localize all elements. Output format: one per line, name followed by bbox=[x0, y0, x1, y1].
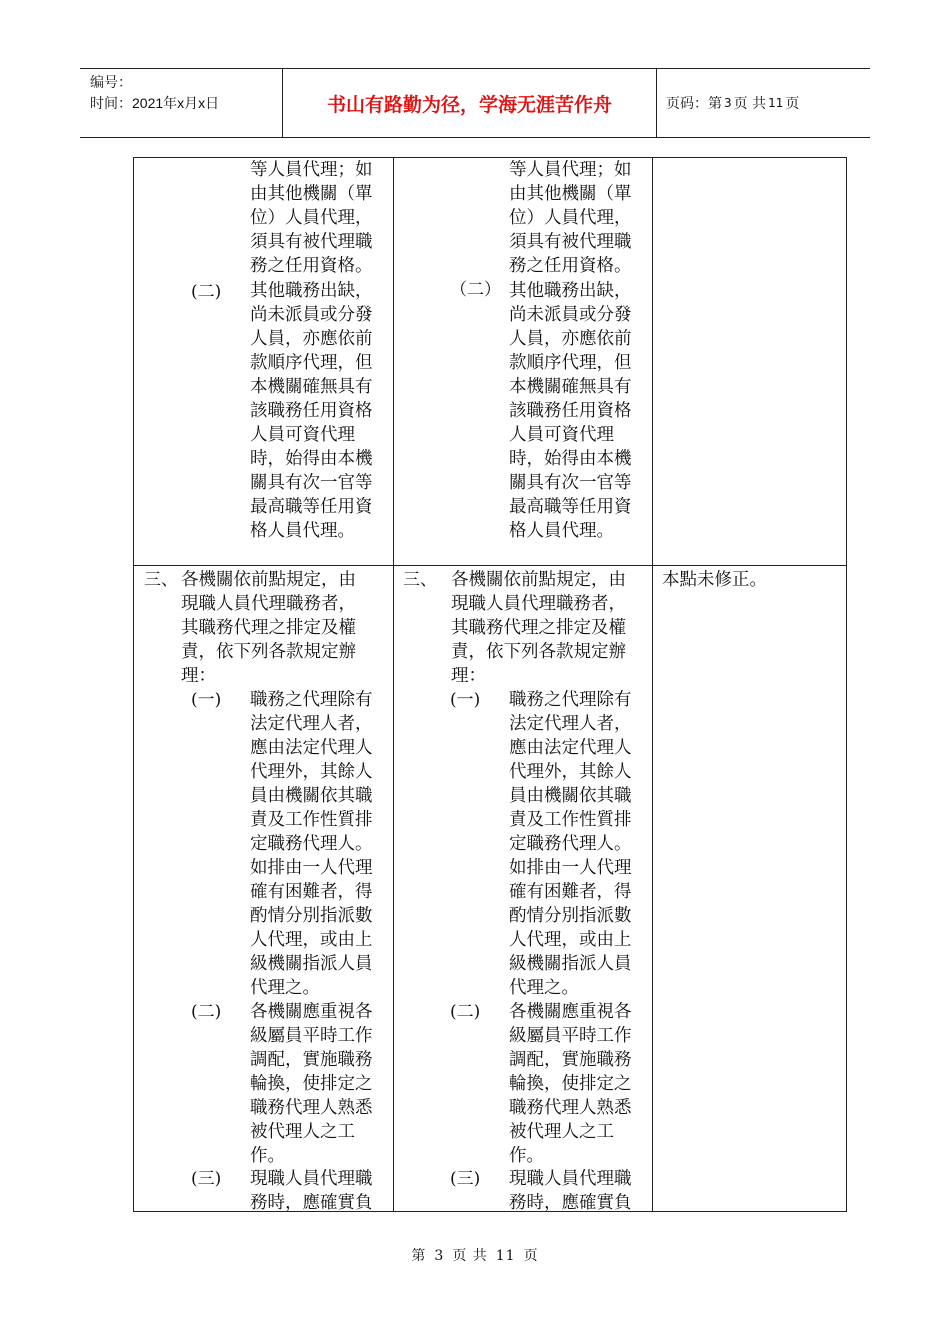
text-line: 其他職務出缺， bbox=[509, 281, 632, 301]
text-line: 其他職務出缺， bbox=[250, 281, 373, 301]
text-line: 確有困難者，得 bbox=[509, 882, 632, 902]
text-line: 款順序代理，但 bbox=[509, 353, 632, 373]
column-divider bbox=[393, 158, 394, 1211]
header-page-suffix: 页 bbox=[785, 96, 800, 112]
text-line: 格人員代理。 bbox=[509, 521, 614, 541]
item-marker: (三) bbox=[191, 1169, 222, 1189]
comparison-table bbox=[133, 157, 847, 1212]
section-marker: 三、 bbox=[144, 570, 178, 590]
text-line: 輪換，使排定之 bbox=[250, 1074, 373, 1094]
text-line: 確有困難者，得 bbox=[250, 882, 373, 902]
text-line: 酌情分別指派數 bbox=[250, 906, 373, 926]
item-marker: (一) bbox=[191, 690, 222, 710]
text-line: 其職務代理之排定及權 bbox=[181, 618, 356, 638]
text-line: 時，始得由本機 bbox=[250, 449, 373, 469]
text-line: 款順序代理，但 bbox=[250, 353, 373, 373]
text-line: 定職務代理人。 bbox=[509, 834, 632, 854]
text-line: 代理之。 bbox=[250, 978, 320, 998]
footer-prefix: 第 bbox=[411, 1248, 427, 1264]
text-line: 現職人員代理職 bbox=[250, 1169, 373, 1189]
text-line: 現職人員代理職務者， bbox=[181, 594, 356, 614]
text-line: 務之任用資格。 bbox=[250, 256, 373, 276]
page-header bbox=[80, 68, 870, 138]
text-line: 最高職等任用資 bbox=[250, 497, 373, 517]
text-line: 各機關應重視各 bbox=[250, 1002, 373, 1022]
header-page-current: 3 bbox=[724, 96, 732, 110]
text-line: 其職務代理之排定及權 bbox=[451, 618, 626, 638]
text-line: 級屬員平時工作 bbox=[509, 1026, 632, 1046]
text-line: 等人員代理；如 bbox=[250, 160, 373, 180]
document-number-label: 编号： bbox=[90, 74, 132, 90]
header-page-total: 11 bbox=[768, 96, 784, 110]
text-line: 作。 bbox=[250, 1146, 285, 1166]
text-line: 本機關確無具有 bbox=[509, 377, 632, 397]
text-line: 代理之。 bbox=[509, 978, 579, 998]
text-line: 調配，實施職務 bbox=[250, 1050, 373, 1070]
text-line: 輪換，使排定之 bbox=[509, 1074, 632, 1094]
text-line: 代理外，其餘人 bbox=[509, 762, 632, 782]
text-line: 位）人員代理， bbox=[250, 208, 373, 228]
text-line: 人員，亦應依前 bbox=[250, 329, 373, 349]
text-line: 定職務代理人。 bbox=[250, 834, 373, 854]
text-line: 位）人員代理， bbox=[509, 208, 632, 228]
text-line: 責，依下列各款規定辦 bbox=[451, 642, 626, 662]
text-line: 人員，亦應依前 bbox=[509, 329, 632, 349]
text-line: 現職人員代理職 bbox=[509, 1169, 632, 1189]
text-line: 被代理人之工 bbox=[250, 1122, 355, 1142]
document-date: 时间：2021年x月x日 bbox=[90, 95, 220, 111]
text-line: 責及工作性質排 bbox=[250, 810, 373, 830]
item-marker: (二) bbox=[191, 1002, 222, 1022]
header-page-middle: 页 共 bbox=[733, 96, 767, 112]
footer-page-total: 11 bbox=[495, 1248, 516, 1264]
section-marker: 三、 bbox=[403, 570, 437, 590]
text-line: 員由機關依其職 bbox=[250, 786, 373, 806]
header-page-indicator bbox=[656, 69, 870, 137]
text-line: 級屬員平時工作 bbox=[250, 1026, 373, 1046]
text-line: 須具有被代理職 bbox=[509, 232, 632, 252]
text-line: 各機關應重視各 bbox=[509, 1002, 632, 1022]
text-line: 時，始得由本機 bbox=[509, 449, 632, 469]
text-line: 調配，實施職務 bbox=[509, 1050, 632, 1070]
text-line: 最高職等任用資 bbox=[509, 497, 632, 517]
text-line: 級機關指派人員 bbox=[509, 954, 632, 974]
row-divider bbox=[134, 565, 846, 566]
text-line: 員由機關依其職 bbox=[509, 786, 632, 806]
text-line: 法定代理人者， bbox=[250, 714, 373, 734]
text-line: 務時，應確實負 bbox=[509, 1193, 632, 1213]
text-line: 責及工作性質排 bbox=[509, 810, 632, 830]
text-line: 該職務任用資格 bbox=[250, 401, 373, 421]
text-line: 如排由一人代理 bbox=[509, 858, 632, 878]
text-line: 務時，應確實負 bbox=[250, 1193, 373, 1213]
header-motto: 书山有路勤为径，学海无涯苦作舟 bbox=[283, 69, 657, 137]
footer-page-current: 3 bbox=[434, 1248, 445, 1264]
text-line: 關具有次一官等 bbox=[250, 473, 373, 493]
item-marker: (一) bbox=[450, 690, 481, 710]
text-line: 務之任用資格。 bbox=[509, 256, 632, 276]
text-line: 等人員代理；如 bbox=[509, 160, 632, 180]
text-line: 如排由一人代理 bbox=[250, 858, 373, 878]
text-line: 本機關確無具有 bbox=[250, 377, 373, 397]
item-marker: (二) bbox=[450, 1002, 481, 1022]
text-line: 作。 bbox=[509, 1146, 544, 1166]
text-line: 人代理，或由上 bbox=[250, 930, 373, 950]
text-line: 應由法定代理人 bbox=[509, 738, 632, 758]
text-line: 尚未派員或分發 bbox=[509, 305, 632, 325]
text-line: 格人員代理。 bbox=[250, 521, 355, 541]
header-page-prefix: 页码：第 bbox=[666, 96, 722, 112]
item-marker: （二） bbox=[450, 280, 501, 300]
text-line: 須具有被代理職 bbox=[250, 232, 373, 252]
text-line: 酌情分別指派數 bbox=[509, 906, 632, 926]
text-line: 理： bbox=[451, 666, 486, 686]
text-line: 被代理人之工 bbox=[509, 1122, 614, 1142]
text-line: 各機關依前點規定，由 bbox=[181, 570, 356, 590]
text-line: 法定代理人者， bbox=[509, 714, 632, 734]
footer-middle: 页 共 bbox=[452, 1248, 488, 1264]
text-line: 職務之代理除有 bbox=[250, 690, 373, 710]
text-line: 尚未派員或分發 bbox=[250, 305, 373, 325]
text-line: 級機關指派人員 bbox=[250, 954, 373, 974]
footer-suffix: 页 bbox=[523, 1248, 539, 1264]
text-line: 職務之代理除有 bbox=[509, 690, 632, 710]
text-line: 各機關依前點規定，由 bbox=[451, 570, 626, 590]
text-line: 應由法定代理人 bbox=[250, 738, 373, 758]
text-line: 現職人員代理職務者， bbox=[451, 594, 626, 614]
text-line: 該職務任用資格 bbox=[509, 401, 632, 421]
text-line: 理： bbox=[181, 666, 216, 686]
text-line: 人員可資代理 bbox=[250, 425, 355, 445]
column-divider bbox=[652, 158, 653, 1211]
text-line: 由其他機關（單 bbox=[509, 184, 632, 204]
text-line: 代理外，其餘人 bbox=[250, 762, 373, 782]
page-footer bbox=[0, 1245, 950, 1265]
text-line: 人代理，或由上 bbox=[509, 930, 632, 950]
text-line: 責，依下列各款規定辦 bbox=[181, 642, 356, 662]
item-marker: (三) bbox=[450, 1169, 481, 1189]
text-line: 人員可資代理 bbox=[509, 425, 614, 445]
text-line: 由其他機關（單 bbox=[250, 184, 373, 204]
text-line: 職務代理人熟悉 bbox=[250, 1098, 373, 1118]
text-line: 職務代理人熟悉 bbox=[509, 1098, 632, 1118]
header-meta bbox=[80, 69, 283, 137]
item-marker: (二) bbox=[191, 282, 222, 302]
revision-note: 本點未修正。 bbox=[662, 570, 767, 590]
text-line: 關具有次一官等 bbox=[509, 473, 632, 493]
